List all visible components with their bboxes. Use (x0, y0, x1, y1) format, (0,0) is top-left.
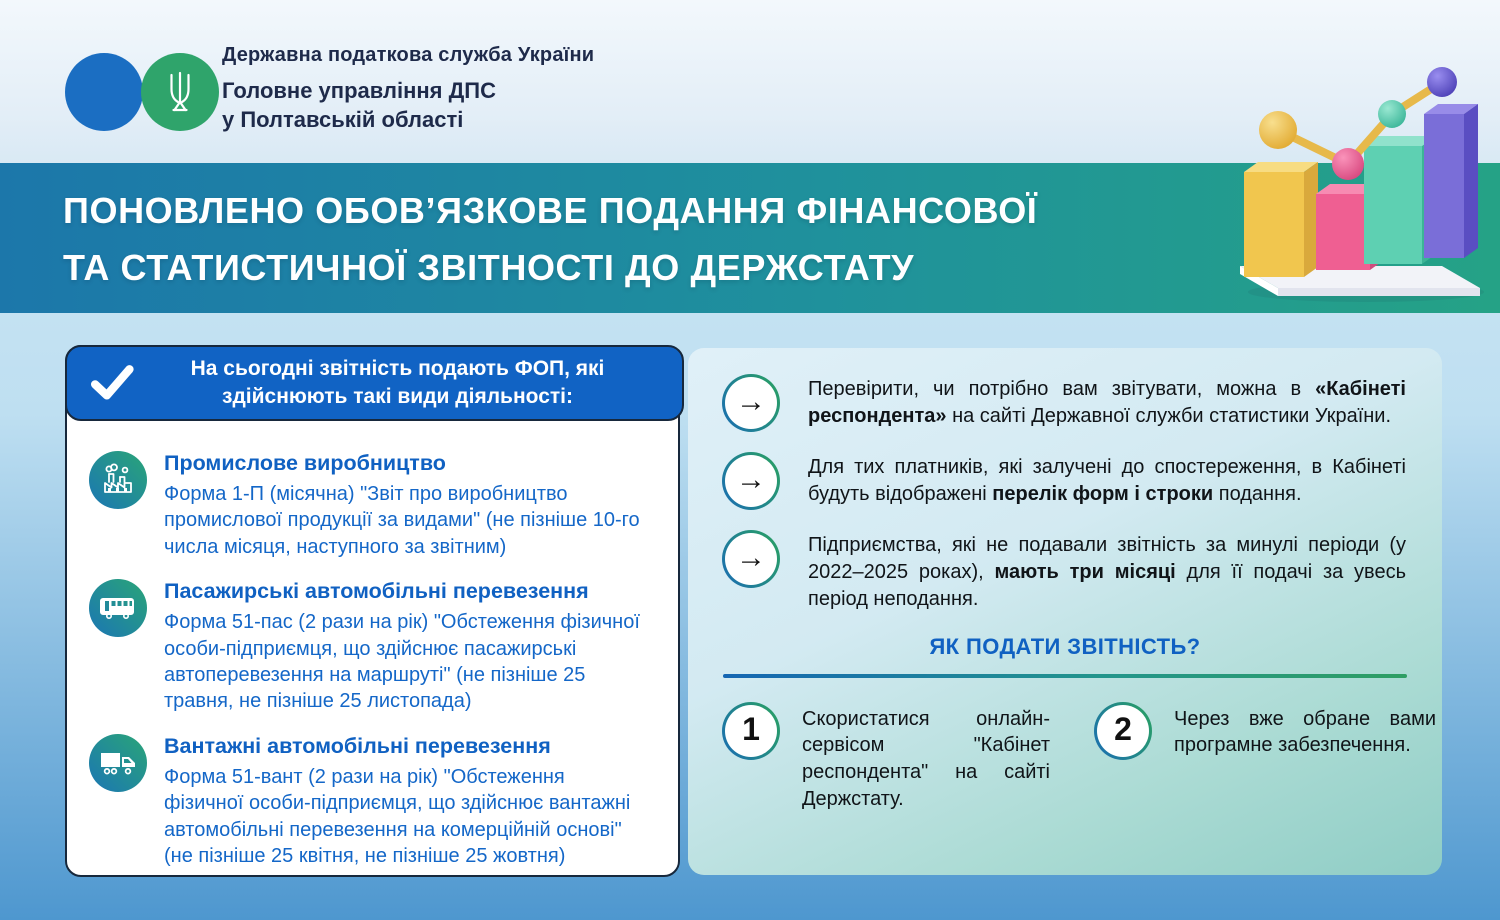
poster-title (63, 183, 1037, 297)
bar-chart-3d-illustration (1226, 42, 1492, 308)
activity-title: Вантажні автомобільні перевезення (164, 733, 551, 758)
activity-title: Пасажирські автомобільні перевезення (164, 579, 589, 604)
activity-body: Форма 51-пас (2 рази на рік) "Обстеження фізичної особи-підприємця, що здійснює пасажирські автоперевезення на маршруті" (не пізніше 25 травня, не пізніше 25 листопада) (164, 611, 640, 713)
steps-row (722, 702, 1436, 813)
how-to-submit-heading: ЯК ПОДАТИ ЗВІТНІСТЬ? (929, 633, 1201, 659)
factory-icon (89, 451, 147, 509)
agency-name-line1: Державна податкова служба України (222, 44, 595, 66)
step-number: 2 (1114, 711, 1132, 748)
activity-body: Форма 1-П (місячна) "Звіт про виробництво промислової продукції за видами" (не пізніше 10-го числа місяця, наступного за звітним) (164, 483, 640, 558)
list-item-three-months (722, 530, 1408, 614)
agency-name-line3: у Полтавській області (222, 107, 464, 132)
list-item-text (164, 579, 648, 715)
bullet-text: Перевірити, чи потрібно вам звітувати, можна в «Кабінеті респондента» на сайті Державної служби статистики України. (808, 378, 1406, 428)
bullet-text: Підприємства, які не подавали звітність за минулі періоди (у 2022–2025 роках), мають три місяці для її подачі за увесь період неподання. (808, 534, 1406, 611)
list-item-passenger-transport (89, 579, 648, 715)
tryzub-icon (160, 69, 200, 115)
step-text: Через вже обране вами програмне забезпечення. (1174, 707, 1436, 757)
bus-icon (89, 579, 147, 637)
agency-name-block (222, 44, 594, 133)
list-item-check-cabinet (722, 374, 1408, 432)
poster-title-line2: ТА СТАТИСТИЧНОЇ ЗВІТНОСТІ ДО ДЕРЖСТАТУ (63, 246, 915, 288)
activity-body: Форма 51-вант (2 рази на рік) "Обстеження фізичної особи-підприємця, що здійснює вантажні автомобільні перевезення на комерційній основі" (не пізніше 25 квітня, не пізніше 25 жовтня) (164, 765, 631, 867)
activity-title: Промислове виробництво (164, 451, 446, 475)
step-number: 1 (742, 711, 760, 748)
bullet-text: Для тих платників, які залучені до спостереження, в Кабінеті будуть відображені перелік форм і строки подання. (808, 456, 1406, 506)
arrow-right-icon: → (722, 530, 780, 588)
agency-logo (65, 53, 225, 133)
logo-green-circle-icon (141, 53, 219, 131)
list-item-forms-deadlines (722, 452, 1408, 510)
gradient-divider (723, 674, 1407, 678)
poster-title-line1: ПОНОВЛЕНО ОБОВ’ЯЗКОВЕ ПОДАННЯ ФІНАНСОВОЇ (63, 190, 1038, 231)
agency-name-line2: Головне управління ДПС (222, 78, 496, 103)
list-item-freight-transport (89, 734, 648, 870)
list-item-text (164, 451, 648, 560)
list-item-text (164, 734, 648, 870)
arrow-right-icon: → (722, 452, 780, 510)
step-2-badge (1094, 702, 1152, 760)
info-panel (688, 348, 1442, 875)
check-icon (91, 363, 135, 403)
arrow-right-icon: → (722, 374, 780, 432)
activities-list (67, 423, 678, 888)
step-2 (1094, 702, 1436, 813)
activities-card (65, 345, 680, 877)
step-1-badge (722, 702, 780, 760)
list-item-industry (89, 451, 648, 560)
step-text: Скористатися онлайн-сервісом "Кабінет респондента" на сайті Держстату. (802, 707, 1050, 810)
activities-card-header-text: На сьогодні звітність подають ФОП, які здійснюють такі види діяльності: (190, 356, 605, 408)
activities-card-header (65, 345, 684, 421)
truck-icon (89, 734, 147, 792)
step-1 (722, 702, 1050, 813)
logo-blue-circle-icon (65, 53, 143, 131)
